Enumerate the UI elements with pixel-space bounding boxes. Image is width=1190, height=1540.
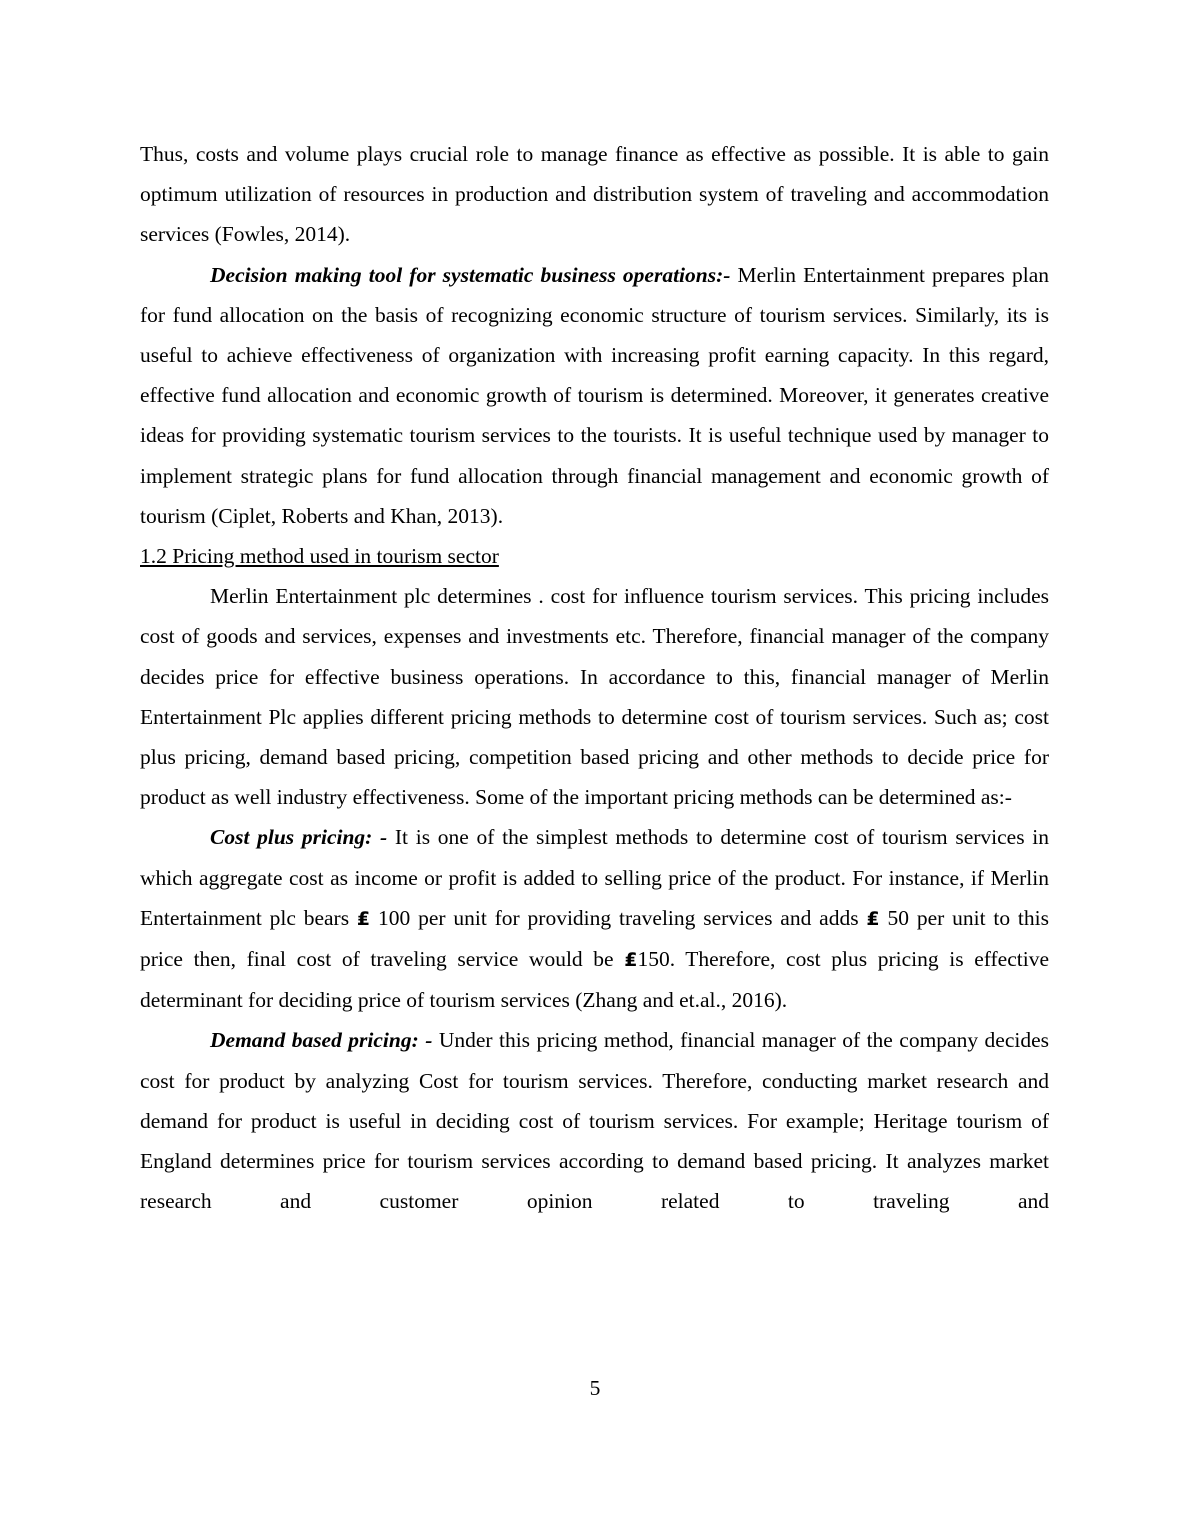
pound-symbol: ₤ — [356, 907, 371, 930]
cost-plus-text-b: 100 per unit for providing traveling services and adds — [370, 905, 867, 930]
document-page — [140, 134, 1049, 1221]
paragraph-cost-plus-pricing — [140, 817, 1049, 1020]
page-number: 5 — [589, 1376, 601, 1400]
cost-plus-text-a: It is one of the simplest methods to determine cost of tourism services in which aggregate cost as income or profit is added to selling price of the product. For instance, if Merlin Entertainment plc bears — [140, 825, 1050, 930]
paragraph-costs-volume: Thus, costs and volume plays crucial role to manage finance as effective as possible. It is able to gain optimum utilization of resources in production and distribution system of traveling and accommodation services (Fowles, 2014). — [140, 142, 1049, 247]
cost-plus-text-c: 50 per unit to this price then, final cost of traveling service would be — [140, 905, 1050, 972]
pound-symbol: ₤ — [866, 907, 880, 930]
decision-making-body: Merlin Entertainment prepares plan for fund allocation on the basis of recognizing economic structure of tourism services. Similarly, its is useful to achieve effectiveness of organization with increasing profit earning capacity. In this regard, effective fund allocation and economic growth of tourism is determined. Moreover, it generates creative ideas for providing systematic tourism services to the tourists. It is useful technique used by manager to implement strategic plans for fund allocation through financial management and economic growth of tourism (Ciplet, Roberts and Khan, 2013). — [140, 262, 1049, 528]
cost-plus-text-d: 150. Therefore, cost plus pricing is effective determinant for deciding price of tourism services (Zhang and et.al., 2016). — [140, 947, 1050, 1013]
demand-based-pricing-title: Demand based pricing: - — [210, 1028, 433, 1053]
cost-plus-pricing-title: Cost plus pricing: - — [210, 825, 388, 850]
paragraph-pricing-intro: Merlin Entertainment plc determines . cost for influence tourism services. This pricing includes cost of goods and services, expenses and investments etc. Therefore, financial manager of the company decides price for effective business operations. In accordance to this, financial manager of Merlin Entertainment Plc applies different pricing methods to determine cost of tourism services. Such as; cost plus pricing, demand based pricing, competition based pricing and other methods to decide price for product as well industry effectiveness. Some of the important pricing methods can be determined as:- — [140, 584, 1049, 810]
section-heading-pricing-method: 1.2 Pricing method used in tourism sector — [140, 544, 499, 569]
demand-based-pricing-body: Under this pricing method, financial manager of the company decides cost for product by analyzing Cost for tourism services. Therefore, conducting market research and demand for product is useful in deciding cost of tourism services. For example; Heritage tourism of England determines price for tourism services according to demand based pricing. It analyzes market research and customer opinion related to traveling and — [140, 1028, 1050, 1214]
paragraph-demand-based-pricing — [140, 1020, 1049, 1221]
paragraph-decision-making — [140, 255, 1049, 536]
decision-making-title: Decision making tool for systematic business operations:- — [210, 262, 731, 287]
pound-symbol: ₤ — [624, 949, 638, 972]
